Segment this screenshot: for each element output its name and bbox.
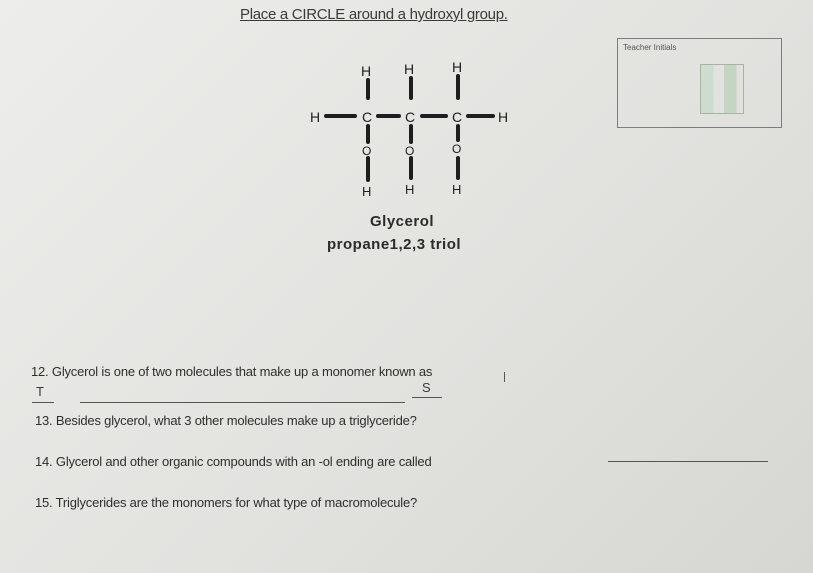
atom-h-bottom-1: H [362, 184, 372, 199]
instruction-text: Place a CIRCLE around a hydroxyl group. [240, 6, 508, 23]
atom-c-1: C [362, 109, 373, 125]
question-number: 14. [35, 454, 53, 469]
answer-12-mark [504, 372, 505, 382]
atom-h-top-1: H [361, 63, 372, 79]
question-14 [35, 454, 432, 469]
atom-h-top-2: H [404, 61, 415, 77]
question-text: Triglycerides are the monomers for what type of macromolecule? [55, 495, 418, 510]
atom-c-3: C [452, 109, 463, 125]
atom-h-bottom-2: H [405, 182, 415, 197]
glycerol-structure-diagram [300, 50, 530, 215]
question-text: Besides glycerol, what 3 other molecules make up a triglyceride? [55, 413, 417, 428]
answer-12-blank-line-2 [80, 402, 405, 403]
teacher-initials-label: Teacher Initials [623, 43, 677, 52]
answer-12-handwritten-left: T [36, 384, 44, 399]
question-number: 15. [35, 495, 53, 510]
answer-12-blank-line-3 [412, 397, 442, 398]
teacher-stamp-mark [700, 64, 744, 114]
atom-o-2: O [405, 144, 415, 158]
question-number: 13. [35, 413, 53, 428]
atom-c-2: C [405, 109, 416, 125]
molecule-iupac-name: propane1,2,3 triol [327, 236, 462, 253]
question-text: Glycerol and other organic compounds with an -ol ending are called [55, 454, 432, 469]
question-15 [35, 495, 417, 510]
atom-o-1: O [362, 144, 372, 158]
answer-12-handwritten-mid: S [422, 380, 431, 395]
molecule-name: Glycerol [370, 213, 435, 230]
atom-h-top-3: H [452, 59, 463, 75]
atom-h-left: H [310, 109, 321, 125]
atom-h-bottom-3: H [452, 182, 462, 197]
answer-14-blank-line [608, 461, 768, 462]
question-text: Glycerol is one of two molecules that make up a monomer known as [51, 364, 433, 379]
answer-12-blank-line-1 [32, 402, 54, 403]
atom-h-right: H [498, 109, 509, 125]
question-13 [35, 413, 417, 428]
atom-o-3: O [452, 142, 462, 156]
question-12 [31, 364, 432, 379]
question-number: 12. [31, 364, 49, 379]
